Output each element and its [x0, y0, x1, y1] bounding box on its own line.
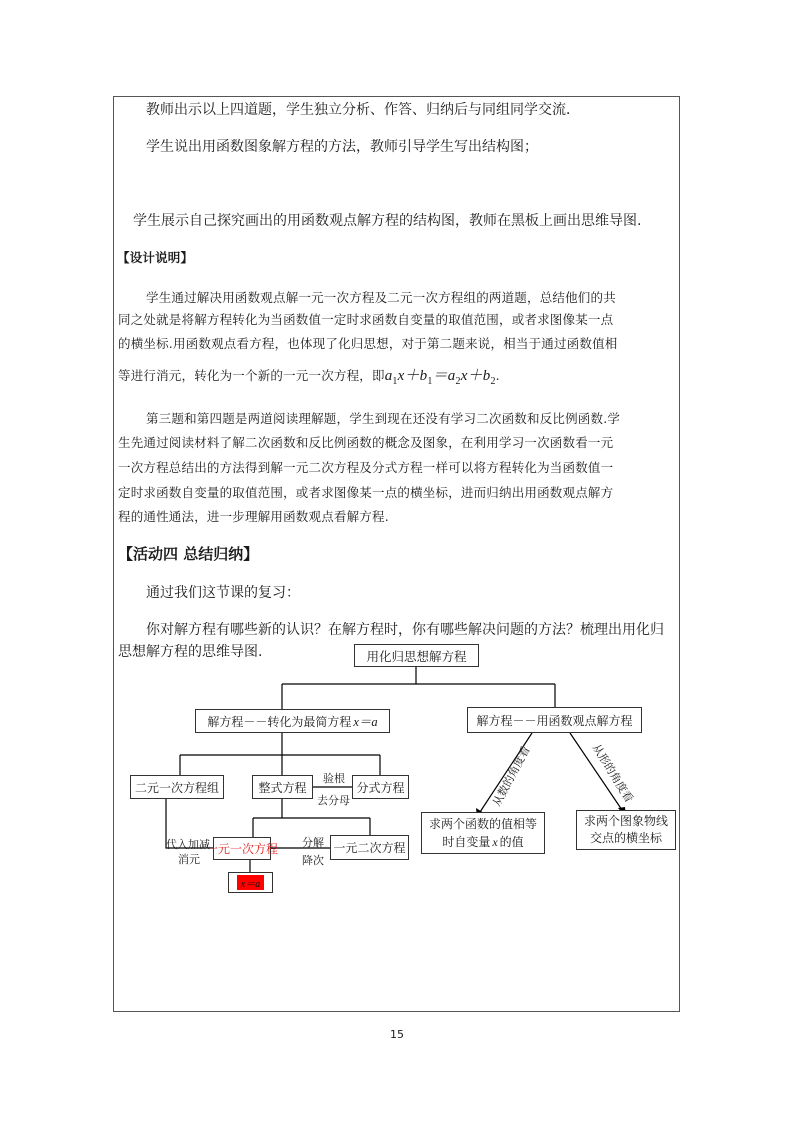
paragraph-teacher: 教师出示以上四道题，学生独立分析、作答、归纳后与同组同学交流．: [146, 102, 580, 118]
node-result: [228, 872, 273, 893]
text-line: 学生通过解决用函数观点解一元一次方程及二元一次方程组的两道题，总结他们的共: [146, 290, 616, 305]
label-yangen: 验根: [323, 772, 345, 785]
paragraph-student-show: 学生展示自己探究画出的用函数观点解方程的结构图，教师在黑板上画出思维导图.: [133, 213, 642, 229]
label-shu: 从数的角度看: [490, 744, 533, 809]
label-xing: 从形的角度看: [589, 741, 636, 805]
text-line: 程的通性通法，进一步理解用函数观点看解方程.: [118, 509, 389, 524]
activity-question-line1: 你对解方程有哪些新的认识？在解方程时，你有哪些解决问题的方法？梳理出用化归: [146, 622, 664, 638]
activity-question-line2: 思想解方程的思维导图.: [118, 644, 263, 660]
node-left-branch-label: 解方程－－转化为最简方程: [207, 714, 352, 729]
activity-intro: 通过我们这节课的复习：: [146, 585, 300, 601]
equation: $a_1x+b_1=a_2x+b_2$: [384, 368, 496, 387]
label-xiaoyuan: 消元: [178, 853, 200, 866]
node-yiyuan-yici: 一元一次方程: [213, 837, 271, 860]
text-line: 同之处就是将解方程转化为当函数值一定时求函数自变量的取值范围，或者求图像某一点: [118, 312, 614, 327]
node-right-branch: 解方程－－用函数观点解方程: [467, 707, 642, 733]
node-func-value-var: x: [492, 835, 498, 849]
node-func-value-line2: [442, 833, 523, 851]
text-line: 第三题和第四题是两道阅读理解题，学生到现在还没有学习二次函数和反比例函数.学: [146, 411, 621, 426]
node-func-value-text2: 的值: [499, 835, 524, 849]
equation-period: .: [495, 368, 500, 383]
label-dairu: 代入加减: [166, 838, 210, 851]
node-left-branch: [195, 709, 390, 733]
label-fenjie: 分解: [302, 836, 324, 849]
design-note-heading: 【设计说明】: [117, 250, 194, 265]
node-func-value: [421, 812, 545, 854]
text-line: 定时求函数自变量的取值范围，或者求图像某一点的横坐标，进而归纳出用函数观点解方: [118, 485, 614, 500]
node-intersection: [576, 810, 676, 850]
node-erwei: 二元一次方程组: [130, 775, 224, 799]
activity-heading: 【活动四 总结归纳】: [118, 545, 259, 563]
node-func-value-text: 时自变量: [442, 835, 491, 849]
text-line: 生先通过阅读材料了解二次函数和反比例函数的概念及图象，在利用学习一次函数看一元: [118, 435, 614, 450]
node-yiyuan-erci: 一元二次方程: [330, 835, 409, 860]
label-jiangci: 降次: [302, 854, 324, 867]
node-intersection-line1: 求两个图象物线: [583, 814, 668, 828]
paragraph-student-method: 学生说出用函数图象解方程的方法，教师引导学生写出结构图；: [146, 139, 538, 155]
node-root: 用化归思想解方程: [354, 644, 479, 667]
node-fenshi: 分式方程: [352, 775, 409, 799]
node-intersection-line2: 交点的横坐标: [589, 831, 662, 845]
node-zhengshi: 整式方程: [252, 775, 313, 799]
node-result-label: x＝a: [237, 875, 264, 890]
node-left-branch-math: x＝a: [353, 715, 378, 729]
page-number: 15: [390, 1028, 404, 1041]
label-qufenmu: 去分母: [317, 794, 350, 807]
node-func-value-line1: 求两个函数的值相等: [428, 817, 537, 831]
text-line-content: 等进行消元，转化为一个新的一元一次方程，即: [118, 368, 385, 383]
text-line: 一次方程总结出的方法得到解一元二次方程及分式方程一样可以将方程转化为当函数值一: [118, 460, 614, 475]
text-line: 的横坐标.用函数观点看方程，也体现了化归思想，对于第二题来说，相当于通过函数值相: [118, 336, 618, 351]
